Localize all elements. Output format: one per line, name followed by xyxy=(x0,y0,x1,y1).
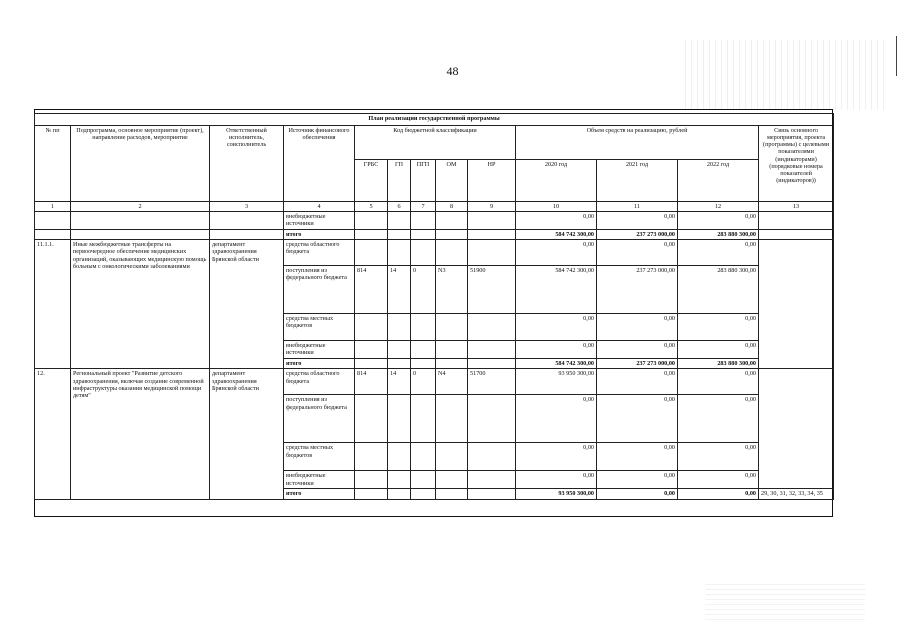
header-nr: НР xyxy=(468,160,516,202)
value-2020: 0,00 xyxy=(516,314,597,341)
source-cell: средства областного бюджета xyxy=(284,240,355,266)
source-total: итого xyxy=(284,489,355,499)
item-name: Региональный проект "Развитие детского здравоохранения, включая создание современной инфраструктуры оказания медицинской помощи детям" xyxy=(71,369,210,499)
value-2020: 584 742 300,00 xyxy=(516,359,597,369)
value-2020: 584 742 300,00 xyxy=(516,266,597,314)
value-2020: 0,00 xyxy=(516,395,597,443)
source-total: итого xyxy=(284,230,355,240)
table-row xyxy=(35,212,834,230)
value-2021: 0,00 xyxy=(597,489,678,499)
column-number: 9 xyxy=(468,202,516,212)
source-cell: внебюджетные источники xyxy=(284,212,355,230)
header-2022: 2022 год xyxy=(678,160,759,202)
header-executor: Ответственный исполнитель, соисполнитель xyxy=(210,126,284,202)
kbk-nr: 51900 xyxy=(468,266,516,314)
header-name: Подпрограмма, основное мероприятие (проект), направление расходов, мероприятие xyxy=(71,126,210,202)
indicator-link: 29, 30, 31, 32, 33, 34, 35 xyxy=(759,489,834,499)
value-2020: 93 950 300,00 xyxy=(516,489,597,499)
page-number: 48 xyxy=(446,64,459,78)
kbk-grbs: 814 xyxy=(355,369,388,395)
value-2021: 0,00 xyxy=(597,212,678,230)
source-cell: внебюджетные источники xyxy=(284,341,355,359)
value-2021: 0,00 xyxy=(597,341,678,359)
header-2020: 2020 год xyxy=(516,160,597,202)
column-number: 2 xyxy=(71,202,210,212)
value-2020: 93 950 300,00 xyxy=(516,369,597,395)
source-cell: средства местных бюджетов xyxy=(284,314,355,341)
item-number: 12. xyxy=(35,369,71,499)
value-2021: 0,00 xyxy=(597,369,678,395)
value-2022: 0,00 xyxy=(678,395,759,443)
kbk-grbs: 814 xyxy=(355,266,388,314)
value-2022: 283 880 300,00 xyxy=(678,359,759,369)
table-row xyxy=(35,369,834,395)
value-2022: 0,00 xyxy=(678,212,759,230)
value-2021: 0,00 xyxy=(597,314,678,341)
column-number: 10 xyxy=(516,202,597,212)
value-2021: 237 273 000,00 xyxy=(597,359,678,369)
item-executor: департамент здравоохранения Брянской области xyxy=(210,240,284,369)
table-caption-row xyxy=(35,114,834,126)
value-2022: 0,00 xyxy=(678,341,759,359)
value-2022: 0,00 xyxy=(678,314,759,341)
indicator-link-cell xyxy=(759,240,834,369)
value-2020: 0,00 xyxy=(516,471,597,489)
table-caption: План реализации государственной программы xyxy=(35,114,834,126)
kbk-om: N4 xyxy=(436,369,468,395)
kbk-pgp: 0 xyxy=(411,266,436,314)
column-number: 5 xyxy=(355,202,388,212)
value-2020: 0,00 xyxy=(516,341,597,359)
header-gp: ГП xyxy=(388,160,411,202)
header-link: Связь основного мероприятия, проекта (программы) с целевыми показателями (индикаторами) (порядковые номера показателей (индикаторов)) xyxy=(759,126,834,202)
column-number: 4 xyxy=(284,202,355,212)
table-row xyxy=(35,230,834,240)
header-row xyxy=(35,126,834,160)
column-number: 7 xyxy=(411,202,436,212)
column-number: 12 xyxy=(678,202,759,212)
value-2020: 584 742 300,00 xyxy=(516,230,597,240)
value-2022: 0,00 xyxy=(678,240,759,266)
value-2021: 237 273 000,00 xyxy=(597,266,678,314)
value-2022: 0,00 xyxy=(678,489,759,499)
header-num: № пп xyxy=(35,126,71,202)
header-pgp: ПГП xyxy=(411,160,436,202)
value-2021: 0,00 xyxy=(597,395,678,443)
kbk-om: N3 xyxy=(436,266,468,314)
implementation-plan-table xyxy=(34,113,834,500)
value-2022: 0,00 xyxy=(678,443,759,471)
source-cell: средства областного бюджета xyxy=(284,369,355,395)
value-2021: 0,00 xyxy=(597,240,678,266)
header-om: ОМ xyxy=(436,160,468,202)
scan-noise xyxy=(705,580,865,620)
column-number: 3 xyxy=(210,202,284,212)
value-2021: 0,00 xyxy=(597,471,678,489)
source-total: итого xyxy=(284,359,355,369)
source-cell: средства местных бюджетов xyxy=(284,443,355,471)
column-number: 1 xyxy=(35,202,71,212)
column-number: 8 xyxy=(436,202,468,212)
item-number: 11.1.1. xyxy=(35,240,71,369)
kbk-gp: 14 xyxy=(388,266,411,314)
value-2020: 0,00 xyxy=(516,443,597,471)
header-source: Источник финансового обеспечения xyxy=(284,126,355,202)
value-2022: 283 880 300,00 xyxy=(678,230,759,240)
source-cell: внебюджетные источники xyxy=(284,471,355,489)
value-2020: 0,00 xyxy=(516,240,597,266)
value-2022: 283 880 300,00 xyxy=(678,266,759,314)
item-executor: департамент здравоохранения Брянской области xyxy=(210,369,284,499)
header-grbs: ГРБС xyxy=(355,160,388,202)
header-volume: Объем средств на реализацию, рублей xyxy=(516,126,759,160)
value-2022: 0,00 xyxy=(678,471,759,489)
value-2020: 0,00 xyxy=(516,212,597,230)
kbk-pgp: 0 xyxy=(411,369,436,395)
column-number: 6 xyxy=(388,202,411,212)
kbk-nr: 51700 xyxy=(468,369,516,395)
kbk-gp: 14 xyxy=(388,369,411,395)
column-number: 11 xyxy=(597,202,678,212)
header-kbk: Код бюджетной классификации xyxy=(355,126,516,160)
source-cell: поступления из федерального бюджета xyxy=(284,395,355,443)
item-name: Иные межбюджетные трансферты на первоочередное обеспечение медицинских организаций, оказывающих медицинскую помощь больным с онкологическими заболеваниями xyxy=(71,240,210,369)
indicator-link-cell xyxy=(759,369,834,489)
column-number: 13 xyxy=(759,202,834,212)
header-2021: 2021 год xyxy=(597,160,678,202)
table-row xyxy=(35,240,834,266)
value-2022: 0,00 xyxy=(678,369,759,395)
source-cell: поступления из федерального бюджета xyxy=(284,266,355,314)
value-2021: 0,00 xyxy=(597,443,678,471)
value-2021: 237 273 000,00 xyxy=(597,230,678,240)
column-numbers-row xyxy=(35,202,834,212)
